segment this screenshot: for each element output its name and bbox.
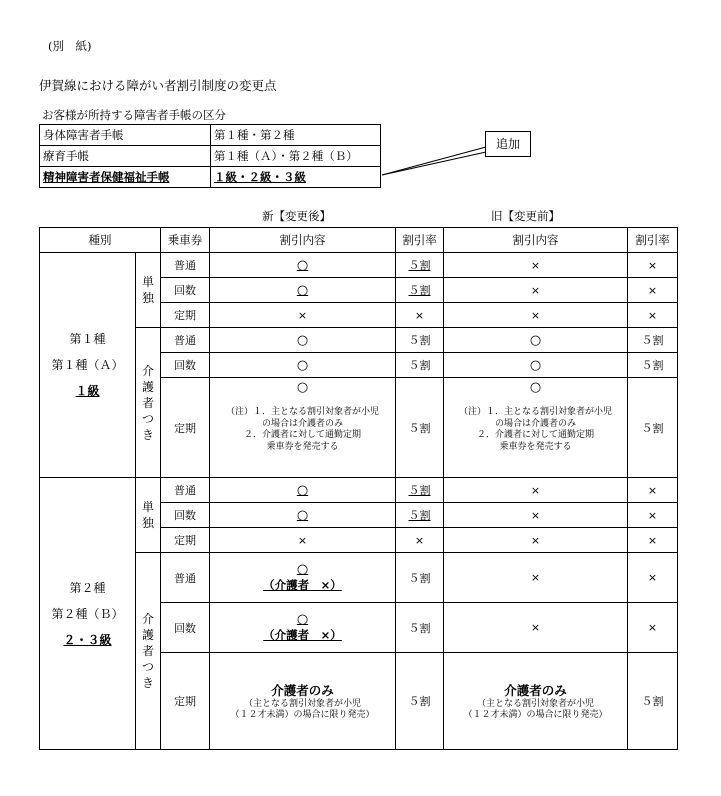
new-note [226,407,379,453]
old-content: × [444,303,628,328]
old-rate: ５割 [628,328,678,353]
old-content: × [444,503,628,528]
col-new-content: 割引内容 [210,228,396,253]
new-content: ○ [210,328,396,353]
new-rate: × [396,303,444,328]
ticket: 定期 [161,378,210,478]
ticket: 定期 [161,653,210,750]
vt-char: き [141,427,154,442]
new-note [230,699,374,722]
old-content: × [444,528,628,553]
ticket: 定期 [161,303,210,328]
col-type: 種別 [40,228,161,253]
note-line: （注）１．主となる割引対象者が小児 [458,407,612,417]
new-rate: ５割 [396,603,444,653]
group1-single-label [136,253,161,328]
old-rate: × [628,303,678,328]
new-rate: ５割 [396,328,444,353]
group1-line1: 第１種 [69,332,106,346]
col-old-rate: 割引率 [628,228,678,253]
vt-char: 独 [141,516,154,530]
new-content: ○ [210,353,396,378]
old-rate: × [628,278,678,303]
new-rate: × [396,528,444,553]
new-sub: （介護者 ×） [263,627,342,642]
vt-char: 単 [141,500,154,514]
new-content: ○ [210,478,396,503]
old-rate: × [628,253,678,278]
old-content [444,378,628,478]
new-mark: ○ [296,380,309,395]
ticket: 回数 [161,278,210,303]
page-title: 伊賀線における障がい者割引制度の変更点 [39,78,277,93]
new-content: × [210,303,396,328]
new-content: ○ [210,278,396,303]
new-rate: ５割 [396,653,444,750]
vt-char: 護 [141,628,154,642]
group1-care-label [136,328,161,478]
table-row [40,328,678,353]
vt-char: 者 [141,644,154,658]
discount-table [39,227,678,750]
vt-char: つ [141,411,154,426]
note-line: ２．介護者に対して通勤定期 [243,430,361,440]
old-rate: ５割 [628,353,678,378]
new-header: 新【変更後】 [262,209,331,223]
old-note [459,407,612,453]
new-content: × [210,528,396,553]
table-row [40,253,678,278]
old-note [463,699,607,722]
new-mark: ○ [296,561,309,577]
old-rate: × [628,553,678,603]
old-rate: ５割 [628,653,678,750]
group2-line1: 第２種 [69,580,106,595]
new-content [210,378,396,478]
old-content: × [444,553,628,603]
note-line: 乗車券を発売する [266,441,339,452]
note-line: （１２才未満）の場合に限り発売） [230,710,375,720]
new-rate: ５割 [396,353,444,378]
card-value: 第１種（Ａ）・第２種（Ｂ） [211,146,381,167]
vt-char: き [141,676,154,690]
vt-char: 護 [141,379,154,394]
old-rate: × [628,603,678,653]
note-line: の場合は介護者のみ [261,418,343,429]
attachment-label: (別 紙) [48,39,92,53]
new-content: ○ [210,253,396,278]
header-row [40,228,678,253]
old-content: × [444,603,628,653]
new-mark: ○ [296,611,309,627]
new-headline: 介護者のみ [271,682,334,698]
group1-line2: 第１種（Ａ） [51,358,124,372]
vt-char: 単 [141,275,154,289]
col-old-content: 割引内容 [444,228,628,253]
col-ticket: 乗車券 [161,228,210,253]
new-rate: ５割 [396,553,444,603]
ticket: 定期 [161,528,210,553]
table-row [40,478,678,503]
ticket: 回数 [161,503,210,528]
new-content [210,603,396,653]
new-rate: ５割 [396,478,444,503]
note-line: （主となる割引対象者が小児 [243,698,361,709]
old-headline: 介護者のみ [504,682,567,698]
old-content: × [444,478,628,503]
new-content [210,653,396,750]
vt-char: 者 [141,395,154,410]
group2-single-label [136,478,161,553]
new-rate: ５割 [396,278,444,303]
note-line: （１２才未満）の場合に限り発売） [463,710,608,720]
vt-char: 介 [141,363,154,378]
old-content: ○ [444,328,628,353]
new-rate: ５割 [396,503,444,528]
card-value: １級・２級・３級 [211,167,381,188]
old-mark: ○ [529,380,542,395]
note-line: ２．介護者に対して通勤定期 [476,430,594,440]
card-value: 第１種・第２種 [211,125,381,146]
table-row [40,553,678,603]
vt-char: 独 [141,291,154,305]
group1-label [40,253,136,478]
old-content: ○ [444,353,628,378]
ticket: 回数 [161,353,210,378]
note-line: 乗車券を発売する [499,441,572,452]
new-rate: ５割 [396,378,444,478]
old-content: × [444,278,628,303]
old-header: 旧【変更前】 [491,209,560,223]
card-name: 療育手帳 [40,146,211,167]
group2-line3: ２・３級 [63,632,112,647]
card-name: 精神障害者保健福祉手帳 [40,167,211,188]
ticket: 回数 [161,603,210,653]
group1-line3: １級 [75,384,100,398]
old-content: × [444,253,628,278]
callout-added: 追加 [485,131,531,157]
group2-label [40,478,136,750]
note-line: （注）１．主となる割引対象者が小児 [225,407,379,417]
group2-care-label [136,553,161,750]
old-rate: × [628,528,678,553]
vt-char: つ [141,660,154,674]
old-rate: × [628,478,678,503]
card-section-heading: お客様が所持する障害者手帳の区分 [42,108,226,122]
new-content [210,553,396,603]
new-rate: ５割 [396,253,444,278]
new-sub: （介護者 ×） [263,577,342,592]
new-content: ○ [210,503,396,528]
ticket: 普通 [161,328,210,353]
old-rate: × [628,503,678,528]
old-content [444,653,628,750]
card-name: 身体障害者手帳 [40,125,211,146]
col-new-rate: 割引率 [396,228,444,253]
ticket: 普通 [161,478,210,503]
vt-char: 介 [141,612,154,626]
ticket: 普通 [161,253,210,278]
callout-pointer [0,0,721,200]
note-line: （主となる割引対象者が小児 [476,698,594,709]
ticket: 普通 [161,553,210,603]
old-rate: ５割 [628,378,678,478]
note-line: の場合は介護者のみ [494,418,576,429]
group2-line2: 第２種（Ｂ） [51,606,124,621]
